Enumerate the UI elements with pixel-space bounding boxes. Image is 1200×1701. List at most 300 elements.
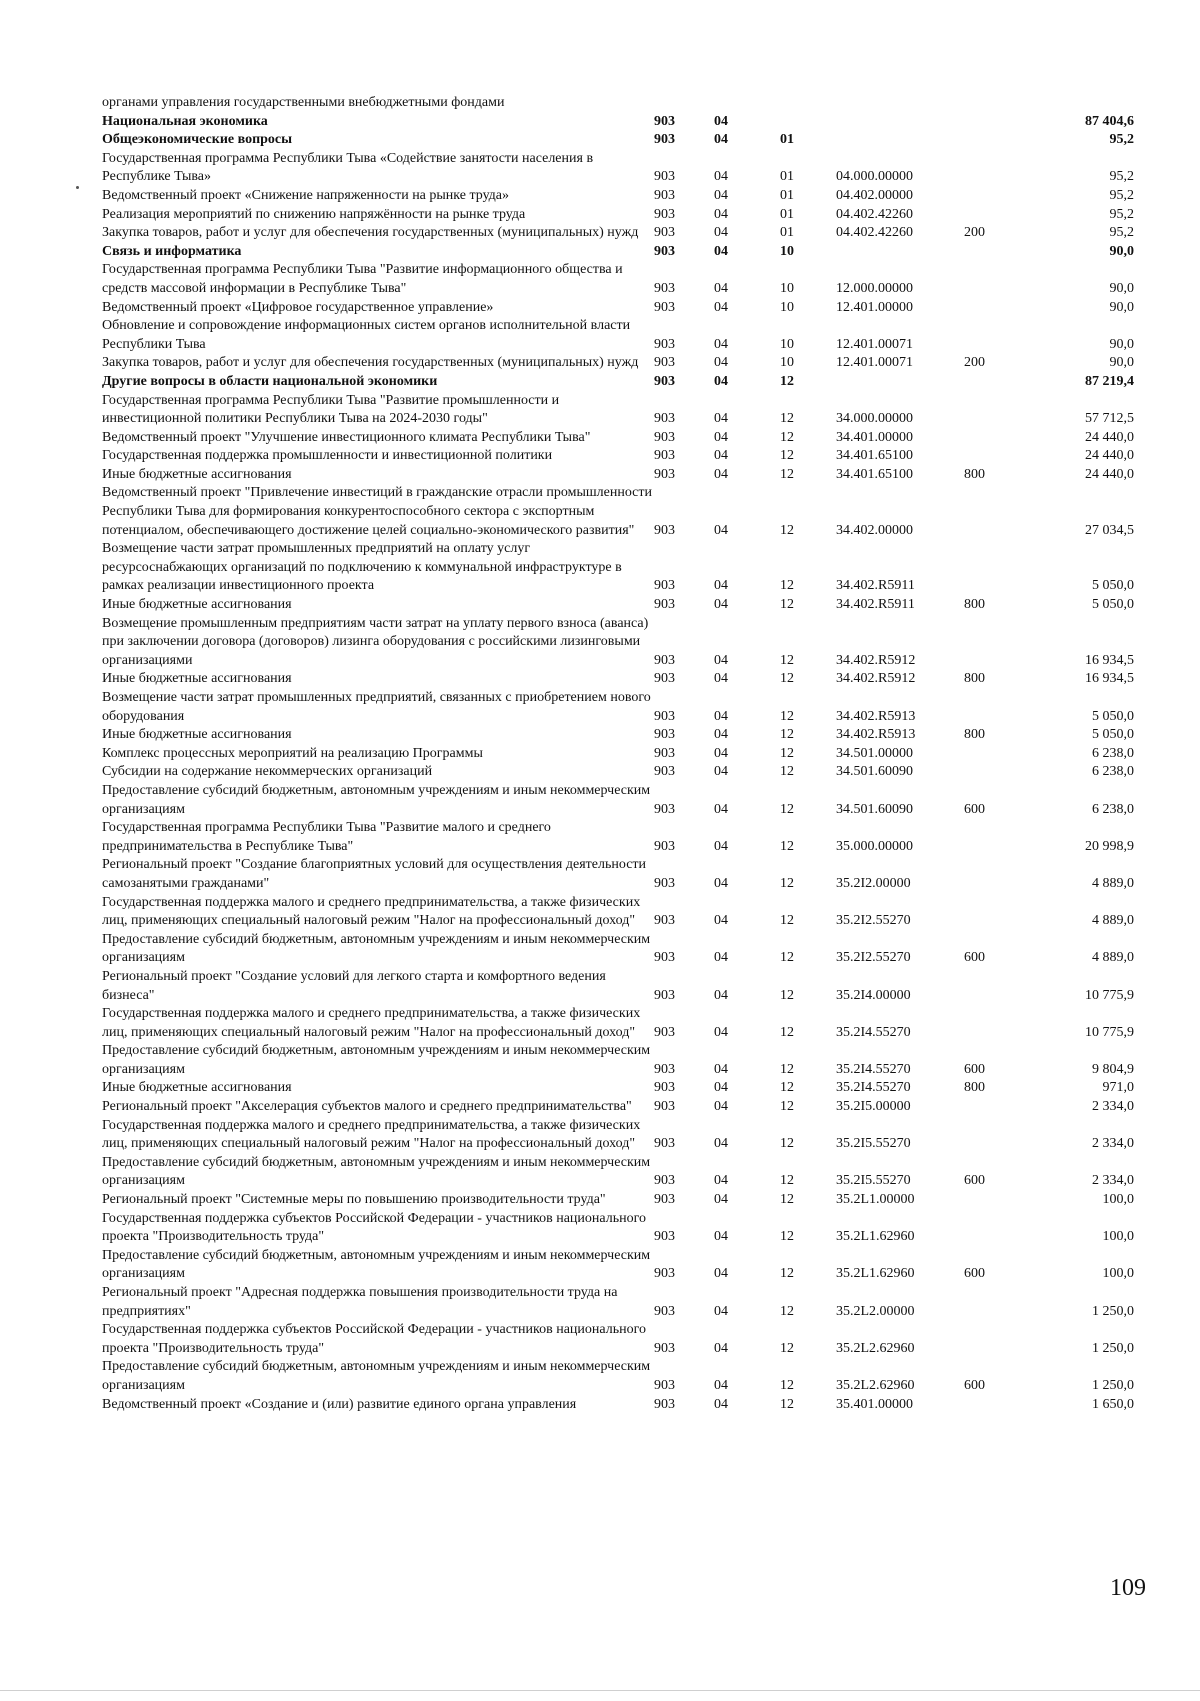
table-row: [102, 856, 1134, 893]
table-row: [102, 1358, 1134, 1395]
section-code-cell: 04: [714, 987, 728, 1003]
item-name-cell: Иные бюджетные ассигнования: [102, 727, 292, 743]
ministry-code-cell: 903: [654, 299, 675, 315]
ministry-code-cell: 903: [654, 1192, 675, 1208]
section-code-cell: 04: [714, 652, 728, 668]
item-name-cell: Государственная поддержка субъектов Российской Федерации - участников национального проекта "Производительность труда": [102, 1322, 646, 1356]
subsection-code-cell: 12: [780, 448, 794, 464]
section-code-cell: 04: [714, 336, 728, 352]
section-code-cell: 04: [714, 950, 728, 966]
target-article-code-cell: 34.501.60090: [836, 764, 913, 780]
ministry-code-cell: 903: [654, 1173, 675, 1189]
item-name-cell: Предоставление субсидий бюджетным, автономным учреждениям и иным некоммерческим организациям: [102, 931, 651, 966]
expense-type-code-cell: [964, 1396, 1030, 1415]
amount-cell: 1 250,0: [1092, 1377, 1134, 1393]
table-row: [102, 1079, 1134, 1098]
subsection-code-cell: 10: [780, 336, 794, 352]
section-code-cell: 04: [714, 1396, 728, 1412]
amount-cell: 5 050,0: [1092, 708, 1134, 724]
subsection-code-cell: 12: [780, 1024, 794, 1040]
section-code-cell: 04: [714, 1229, 728, 1245]
item-name-cell: Государственная поддержка промышленности и инвестиционной политики: [102, 448, 553, 464]
target-article-code-cell: 35.2I2.55270: [836, 913, 911, 929]
amount-cell: 971,0: [1102, 1080, 1134, 1096]
ministry-code-cell: 903: [654, 1136, 675, 1152]
item-name-cell: Региональный проект "Создание условий для легкого старта и комфортного ведения бизнеса": [102, 968, 606, 1003]
ministry-code-cell: 903: [654, 1229, 675, 1245]
amount-cell: 95,2: [1109, 206, 1134, 222]
section-code-cell: 04: [714, 1303, 728, 1319]
target-article-code-cell: 35.2I4.00000: [836, 987, 911, 1003]
section-code-cell: 04: [714, 1173, 728, 1189]
item-name-cell: Связь и информатика: [102, 243, 242, 259]
subsection-code-cell: 12: [780, 671, 794, 687]
amount-cell: 5 050,0: [1092, 727, 1134, 743]
scan-speck: [76, 186, 79, 189]
item-name-cell: Иные бюджетные ассигнования: [102, 466, 292, 482]
ministry-code-cell: 903: [654, 801, 675, 817]
amount-cell: 4 889,0: [1092, 913, 1134, 929]
ministry-code-cell: 903: [654, 336, 675, 352]
item-name-cell: Ведомственный проект «Снижение напряженности на рынке труда»: [102, 187, 510, 203]
expense-type-code-cell: 800: [964, 727, 985, 743]
target-article-code-cell: [836, 373, 964, 392]
ministry-code-cell: 903: [654, 429, 675, 445]
table-row: [102, 354, 1134, 373]
amount-cell: 6 238,0: [1092, 764, 1134, 780]
subsection-code-cell: 12: [780, 950, 794, 966]
table-row: [102, 1210, 1134, 1247]
expense-type-code-cell: [964, 1117, 1030, 1154]
table-row: [102, 224, 1134, 243]
section-code-cell: 04: [714, 169, 728, 185]
ministry-code-cell: 903: [654, 132, 675, 148]
amount-cell: 1 650,0: [1092, 1396, 1134, 1412]
item-name-cell: Общеэкономические вопросы: [102, 132, 293, 148]
target-article-code-cell: 34.402.00000: [836, 522, 913, 538]
ministry-code-cell: 903: [654, 671, 675, 687]
subsection-code-cell: 01: [780, 169, 794, 185]
subsection-code-cell: 12: [780, 708, 794, 724]
subsection-code-cell: 12: [780, 1080, 794, 1096]
amount-cell: 95,2: [1109, 225, 1134, 241]
item-name-cell: Ведомственный проект "Улучшение инвестиционного климата Республики Тыва": [102, 429, 591, 445]
target-article-code-cell: 35.2I4.55270: [836, 1080, 911, 1096]
section-code-cell: 04: [714, 801, 728, 817]
amount-cell: 1 250,0: [1092, 1303, 1134, 1319]
target-article-code-cell: 35.2I5.55270: [836, 1136, 911, 1152]
subsection-code-cell: 01: [780, 187, 794, 203]
subsection-code-cell: 12: [780, 1377, 794, 1393]
target-article-code-cell: 12.401.00071: [836, 336, 913, 352]
budget-table: [102, 94, 1134, 1414]
expense-type-code-cell: [964, 261, 1030, 298]
item-name-cell: Субсидии на содержание некоммерческих организаций: [102, 764, 433, 780]
section-code-cell: 04: [714, 448, 728, 464]
target-article-code-cell: 34.402.R5913: [836, 708, 916, 724]
expense-type-code-cell: [964, 615, 1030, 671]
amount-cell: 10 775,9: [1085, 1024, 1134, 1040]
table-row: [102, 466, 1134, 485]
table-row: [102, 447, 1134, 466]
table-row: [102, 819, 1134, 856]
amount-cell: 1 250,0: [1092, 1340, 1134, 1356]
table-row: [102, 670, 1134, 689]
item-name-cell: Закупка товаров, работ и услуг для обеспечения государственных (муниципальных) нужд: [102, 225, 639, 241]
table-row: [102, 243, 1134, 262]
subsection-code-cell: 12: [780, 652, 794, 668]
section-code-cell: 04: [714, 597, 728, 613]
expense-type-code-cell: [964, 113, 1030, 132]
table-row: [102, 261, 1134, 298]
target-article-code-cell: 34.401.65100: [836, 448, 913, 464]
ministry-code-cell: 903: [654, 745, 675, 761]
subsection-code-cell: 12: [780, 1396, 794, 1412]
expense-type-code-cell: [964, 1005, 1030, 1042]
target-article-code-cell: 35.2L1.62960: [836, 1266, 915, 1282]
item-name-cell: Предоставление субсидий бюджетным, автономным учреждениям и иным некоммерческим организациям: [102, 782, 651, 817]
expense-type-code-cell: [964, 392, 1030, 429]
section-code-cell: 04: [714, 355, 728, 371]
target-article-code-cell: [836, 243, 964, 262]
item-name-cell: органами управления государственными внебюджетными фондами: [102, 95, 505, 110]
table-row: [102, 299, 1134, 318]
section-code-cell: 04: [714, 838, 728, 854]
expense-type-code-cell: [964, 968, 1030, 1005]
section-code-cell: 04: [714, 411, 728, 427]
amount-cell: 90,0: [1109, 243, 1134, 259]
item-name-cell: Национальная экономика: [102, 113, 268, 129]
table-row: [102, 94, 1134, 113]
expense-type-code-cell: [964, 819, 1030, 856]
amount-cell: 16 934,5: [1085, 671, 1134, 687]
section-code-cell: 04: [714, 466, 728, 482]
table-row: [102, 317, 1134, 354]
expense-type-code-cell: [964, 206, 1030, 225]
amount-cell: [1030, 94, 1134, 113]
amount-cell: 5 050,0: [1092, 578, 1134, 594]
expense-type-code-cell: [964, 299, 1030, 318]
section-code-cell: 04: [714, 1192, 728, 1208]
target-article-code-cell: 35.2I5.00000: [836, 1099, 911, 1115]
target-article-code-cell: 34.501.60090: [836, 801, 913, 817]
amount-cell: 10 775,9: [1085, 987, 1134, 1003]
amount-cell: 87 404,6: [1085, 113, 1134, 129]
section-code-cell: 04: [714, 578, 728, 594]
target-article-code-cell: 34.402.R5912: [836, 671, 916, 687]
item-name-cell: Государственная программа Республики Тыва "Развитие промышленности и инвестиционной политики Республики Тыва на 2024-2030 годы": [102, 392, 560, 427]
target-article-code-cell: 35.2I2.00000: [836, 875, 911, 891]
section-code-cell: 04: [714, 1061, 728, 1077]
ministry-code-cell: 903: [654, 913, 675, 929]
subsection-code-cell: 01: [780, 206, 794, 222]
item-name-cell: Возмещение части затрат промышленных предприятий на оплату услуг ресурсоснабжающих организаций по подключению к коммунальной инфраструктуре в рамках реализации инвестиционного проекта: [102, 541, 622, 594]
expense-type-code-cell: [964, 484, 1030, 540]
amount-cell: 90,0: [1109, 299, 1134, 315]
table-row: [102, 1284, 1134, 1321]
section-code-cell: 04: [714, 243, 728, 259]
expense-type-code-cell: 600: [964, 1061, 985, 1077]
ministry-code-cell: 903: [654, 1099, 675, 1115]
amount-cell: 24 440,0: [1085, 466, 1134, 482]
amount-cell: 95,2: [1109, 169, 1134, 185]
table-row: [102, 1005, 1134, 1042]
subsection-code-cell: [780, 94, 836, 113]
amount-cell: 100,0: [1102, 1229, 1134, 1245]
item-name-cell: Ведомственный проект «Цифровое государственное управление»: [102, 299, 494, 315]
ministry-code-cell: 903: [654, 950, 675, 966]
target-article-code-cell: [836, 131, 964, 150]
expense-type-code-cell: [964, 243, 1030, 262]
amount-cell: 100,0: [1102, 1266, 1134, 1282]
amount-cell: 24 440,0: [1085, 429, 1134, 445]
section-code-cell: 04: [714, 206, 728, 222]
subsection-code-cell: 01: [780, 225, 794, 241]
table-row: [102, 615, 1134, 671]
subsection-code-cell: 12: [780, 745, 794, 761]
ministry-code-cell: 903: [654, 764, 675, 780]
target-article-code-cell: 12.000.00000: [836, 280, 913, 296]
target-article-code-cell: 34.402.R5912: [836, 652, 916, 668]
ministry-code-cell: 903: [654, 987, 675, 1003]
subsection-code-cell: 12: [780, 1340, 794, 1356]
table-row: [102, 1191, 1134, 1210]
expense-type-code-cell: 600: [964, 950, 985, 966]
ministry-code-cell: 903: [654, 838, 675, 854]
subsection-code-cell: 12: [780, 1136, 794, 1152]
item-name-cell: Региональный проект "Акселерация субъектов малого и среднего предпринимательства": [102, 1099, 632, 1115]
amount-cell: 57 712,5: [1085, 411, 1134, 427]
ministry-code-cell: 903: [654, 652, 675, 668]
ministry-code-cell: 903: [654, 411, 675, 427]
section-code-cell: 04: [714, 187, 728, 203]
table-row: [102, 113, 1134, 132]
table-row: [102, 1042, 1134, 1079]
expense-type-code-cell: 800: [964, 466, 985, 482]
expense-type-code-cell: [964, 1191, 1030, 1210]
table-row: [102, 1321, 1134, 1358]
item-name-cell: Предоставление субсидий бюджетным, автономным учреждениям и иным некоммерческим организациям: [102, 1359, 651, 1393]
item-name-cell: Предоставление субсидий бюджетным, автономным учреждениям и иным некоммерческим организациям: [102, 1247, 651, 1282]
ministry-code-cell: 903: [654, 448, 675, 464]
subsection-code-cell: 12: [780, 411, 794, 427]
ministry-code-cell: 903: [654, 875, 675, 891]
expense-type-code-cell: [964, 689, 1030, 726]
section-code-cell: 04: [714, 1340, 728, 1356]
target-article-code-cell: 35.2I4.55270: [836, 1061, 911, 1077]
target-article-code-cell: 35.2L2.62960: [836, 1340, 915, 1356]
target-article-code-cell: 34.401.65100: [836, 466, 913, 482]
ministry-code-cell: 903: [654, 1061, 675, 1077]
table-row: [102, 968, 1134, 1005]
ministry-code-cell: 903: [654, 280, 675, 296]
table-row: [102, 1098, 1134, 1117]
target-article-code-cell: 35.2I2.55270: [836, 950, 911, 966]
section-code-cell: 04: [714, 225, 728, 241]
table-row: [102, 150, 1134, 187]
subsection-code-cell: 12: [780, 429, 794, 445]
target-article-code-cell: 04.000.00000: [836, 169, 913, 185]
budget-table-body: [102, 94, 1134, 1414]
item-name-cell: Иные бюджетные ассигнования: [102, 671, 292, 687]
subsection-code-cell: 12: [780, 597, 794, 613]
subsection-code-cell: 10: [780, 243, 794, 259]
target-article-code-cell: [836, 113, 964, 132]
target-article-code-cell: 35.2I4.55270: [836, 1024, 911, 1040]
target-article-code-cell: 35.2I5.55270: [836, 1173, 911, 1189]
table-row: [102, 206, 1134, 225]
item-name-cell: Предоставление субсидий бюджетным, автономным учреждениям и иным некоммерческим организациям: [102, 1043, 651, 1077]
ministry-code-cell: 903: [654, 522, 675, 538]
expense-type-code-cell: [964, 856, 1030, 893]
expense-type-code-cell: 200: [964, 355, 985, 371]
amount-cell: 2 334,0: [1092, 1173, 1134, 1189]
table-row: [102, 1154, 1134, 1191]
ministry-code-cell: 903: [654, 225, 675, 241]
section-code-cell: 04: [714, 727, 728, 743]
table-row: [102, 894, 1134, 931]
subsection-code-cell: 10: [780, 355, 794, 371]
amount-cell: 16 934,5: [1085, 652, 1134, 668]
table-row: [102, 1117, 1134, 1154]
section-code-cell: 04: [714, 764, 728, 780]
subsection-code-cell: 12: [780, 578, 794, 594]
subsection-code-cell: 12: [780, 1229, 794, 1245]
ministry-code-cell: 903: [654, 708, 675, 724]
amount-cell: 95,2: [1109, 187, 1134, 203]
target-article-code-cell: 04.402.42260: [836, 225, 913, 241]
expense-type-code-cell: [964, 745, 1030, 764]
amount-cell: 90,0: [1109, 336, 1134, 352]
item-name-cell: Государственная поддержка малого и среднего предпринимательства, а также физических лиц, применяющих специальный налоговый режим "Налог на профессиональный доход": [102, 1117, 641, 1152]
table-row: [102, 689, 1134, 726]
table-row: [102, 484, 1134, 540]
item-name-cell: Государственная программа Республики Тыва "Развитие малого и среднего предпринимательства в Республике Тыва": [102, 820, 551, 854]
item-name-cell: Государственная поддержка малого и среднего предпринимательства, а также физических лиц, применяющих специальный налоговый режим "Налог на профессиональный доход": [102, 1006, 641, 1040]
amount-cell: 5 050,0: [1092, 597, 1134, 613]
amount-cell: 9 804,9: [1092, 1061, 1134, 1077]
expense-type-code-cell: [964, 317, 1030, 354]
section-code-cell: 04: [714, 1136, 728, 1152]
item-name-cell: Иные бюджетные ассигнования: [102, 597, 292, 613]
table-row: [102, 931, 1134, 968]
target-article-code-cell: 35.2L1.62960: [836, 1229, 915, 1245]
item-name-cell: Другие вопросы в области национальной экономики: [102, 373, 438, 389]
item-name-cell: Региональный проект "Системные меры по повышению производительности труда": [102, 1192, 606, 1208]
table-row: [102, 596, 1134, 615]
table-row: [102, 540, 1134, 596]
target-article-code-cell: [836, 94, 964, 113]
target-article-code-cell: 34.000.00000: [836, 411, 913, 427]
target-article-code-cell: 35.000.00000: [836, 838, 913, 854]
ministry-code-cell: 903: [654, 597, 675, 613]
item-name-cell: Иные бюджетные ассигнования: [102, 1080, 292, 1096]
item-name-cell: Государственная программа Республики Тыва «Содействие занятости населения в Республике Тыва»: [102, 150, 594, 185]
expense-type-code-cell: 200: [964, 225, 985, 241]
section-code-cell: 04: [714, 280, 728, 296]
item-name-cell: Реализация мероприятий по снижению напряжённости на рынке труда: [102, 206, 526, 222]
amount-cell: 4 889,0: [1092, 950, 1134, 966]
ministry-code-cell: 903: [654, 373, 675, 389]
expense-type-code-cell: [964, 1098, 1030, 1117]
amount-cell: 6 238,0: [1092, 745, 1134, 761]
section-code-cell: 04: [714, 1266, 728, 1282]
table-row: [102, 1247, 1134, 1284]
subsection-code-cell: 12: [780, 1266, 794, 1282]
ministry-code-cell: 903: [654, 187, 675, 203]
item-name-cell: Региональный проект "Создание благоприятных условий для осуществления деятельности самозанятыми гражданами": [102, 857, 647, 891]
target-article-code-cell: 12.401.00000: [836, 299, 913, 315]
subsection-code-cell: 12: [780, 801, 794, 817]
expense-type-code-cell: [964, 447, 1030, 466]
section-code-cell: 04: [714, 745, 728, 761]
table-row: [102, 745, 1134, 764]
expense-type-code-cell: [964, 131, 1030, 150]
subsection-code-cell: 01: [780, 132, 794, 148]
subsection-code-cell: 12: [780, 1061, 794, 1077]
target-article-code-cell: 34.501.00000: [836, 745, 913, 761]
amount-cell: 90,0: [1109, 355, 1134, 371]
subsection-code-cell: 12: [780, 522, 794, 538]
target-article-code-cell: 35.2L2.00000: [836, 1303, 915, 1319]
section-code-cell: 04: [714, 913, 728, 929]
subsection-code-cell: 12: [780, 466, 794, 482]
section-code-cell: 04: [714, 1024, 728, 1040]
section-code-cell: 04: [714, 299, 728, 315]
item-name-cell: Комплекс процессных мероприятий на реализацию Программы: [102, 745, 483, 761]
table-row: [102, 373, 1134, 392]
amount-cell: 90,0: [1109, 280, 1134, 296]
amount-cell: 6 238,0: [1092, 801, 1134, 817]
item-name-cell: Возмещение части затрат промышленных предприятий, связанных с приобретением нового оборудования: [102, 690, 651, 724]
table-row: [102, 763, 1134, 782]
subsection-code-cell: 12: [780, 838, 794, 854]
table-row: [102, 392, 1134, 429]
target-article-code-cell: 34.402.R5913: [836, 727, 916, 743]
item-name-cell: Закупка товаров, работ и услуг для обеспечения государственных (муниципальных) нужд: [102, 355, 639, 371]
item-name-cell: Региональный проект "Адресная поддержка повышения производительности труда на предприятиях": [102, 1285, 618, 1319]
section-code-cell: 04: [714, 132, 728, 148]
subsection-code-cell: 12: [780, 875, 794, 891]
target-article-code-cell: 35.401.00000: [836, 1396, 913, 1412]
amount-cell: 2 334,0: [1092, 1136, 1134, 1152]
table-row: [102, 429, 1134, 448]
target-article-code-cell: 34.402.R5911: [836, 578, 915, 594]
item-name-cell: Государственная поддержка субъектов Российской Федерации - участников национального проекта "Производительность труда": [102, 1210, 646, 1245]
target-article-code-cell: 04.402.00000: [836, 187, 913, 203]
target-article-code-cell: 04.402.42260: [836, 206, 913, 222]
item-name-cell: Государственная поддержка малого и среднего предпринимательства, а также физических лиц, применяющих специальный налоговый режим "Налог на профессиональный доход": [102, 894, 641, 929]
table-row: [102, 1396, 1134, 1415]
subsection-code-cell: 10: [780, 299, 794, 315]
expense-type-code-cell: [964, 1321, 1030, 1358]
expense-type-code-cell: 600: [964, 1266, 985, 1282]
section-code-cell: [714, 94, 780, 113]
ministry-code-cell: 903: [654, 1024, 675, 1040]
amount-cell: 2 334,0: [1092, 1099, 1134, 1115]
table-row: [102, 726, 1134, 745]
expense-type-code-cell: [964, 373, 1030, 392]
table-row: [102, 131, 1134, 150]
expense-type-code-cell: [964, 429, 1030, 448]
expense-type-code-cell: [964, 1284, 1030, 1321]
ministry-code-cell: 903: [654, 578, 675, 594]
page-number: 109: [1110, 1575, 1146, 1601]
amount-cell: 20 998,9: [1085, 838, 1134, 854]
bottom-rule: [0, 1690, 1200, 1691]
subsection-code-cell: 12: [780, 1173, 794, 1189]
target-article-code-cell: 34.401.00000: [836, 429, 913, 445]
